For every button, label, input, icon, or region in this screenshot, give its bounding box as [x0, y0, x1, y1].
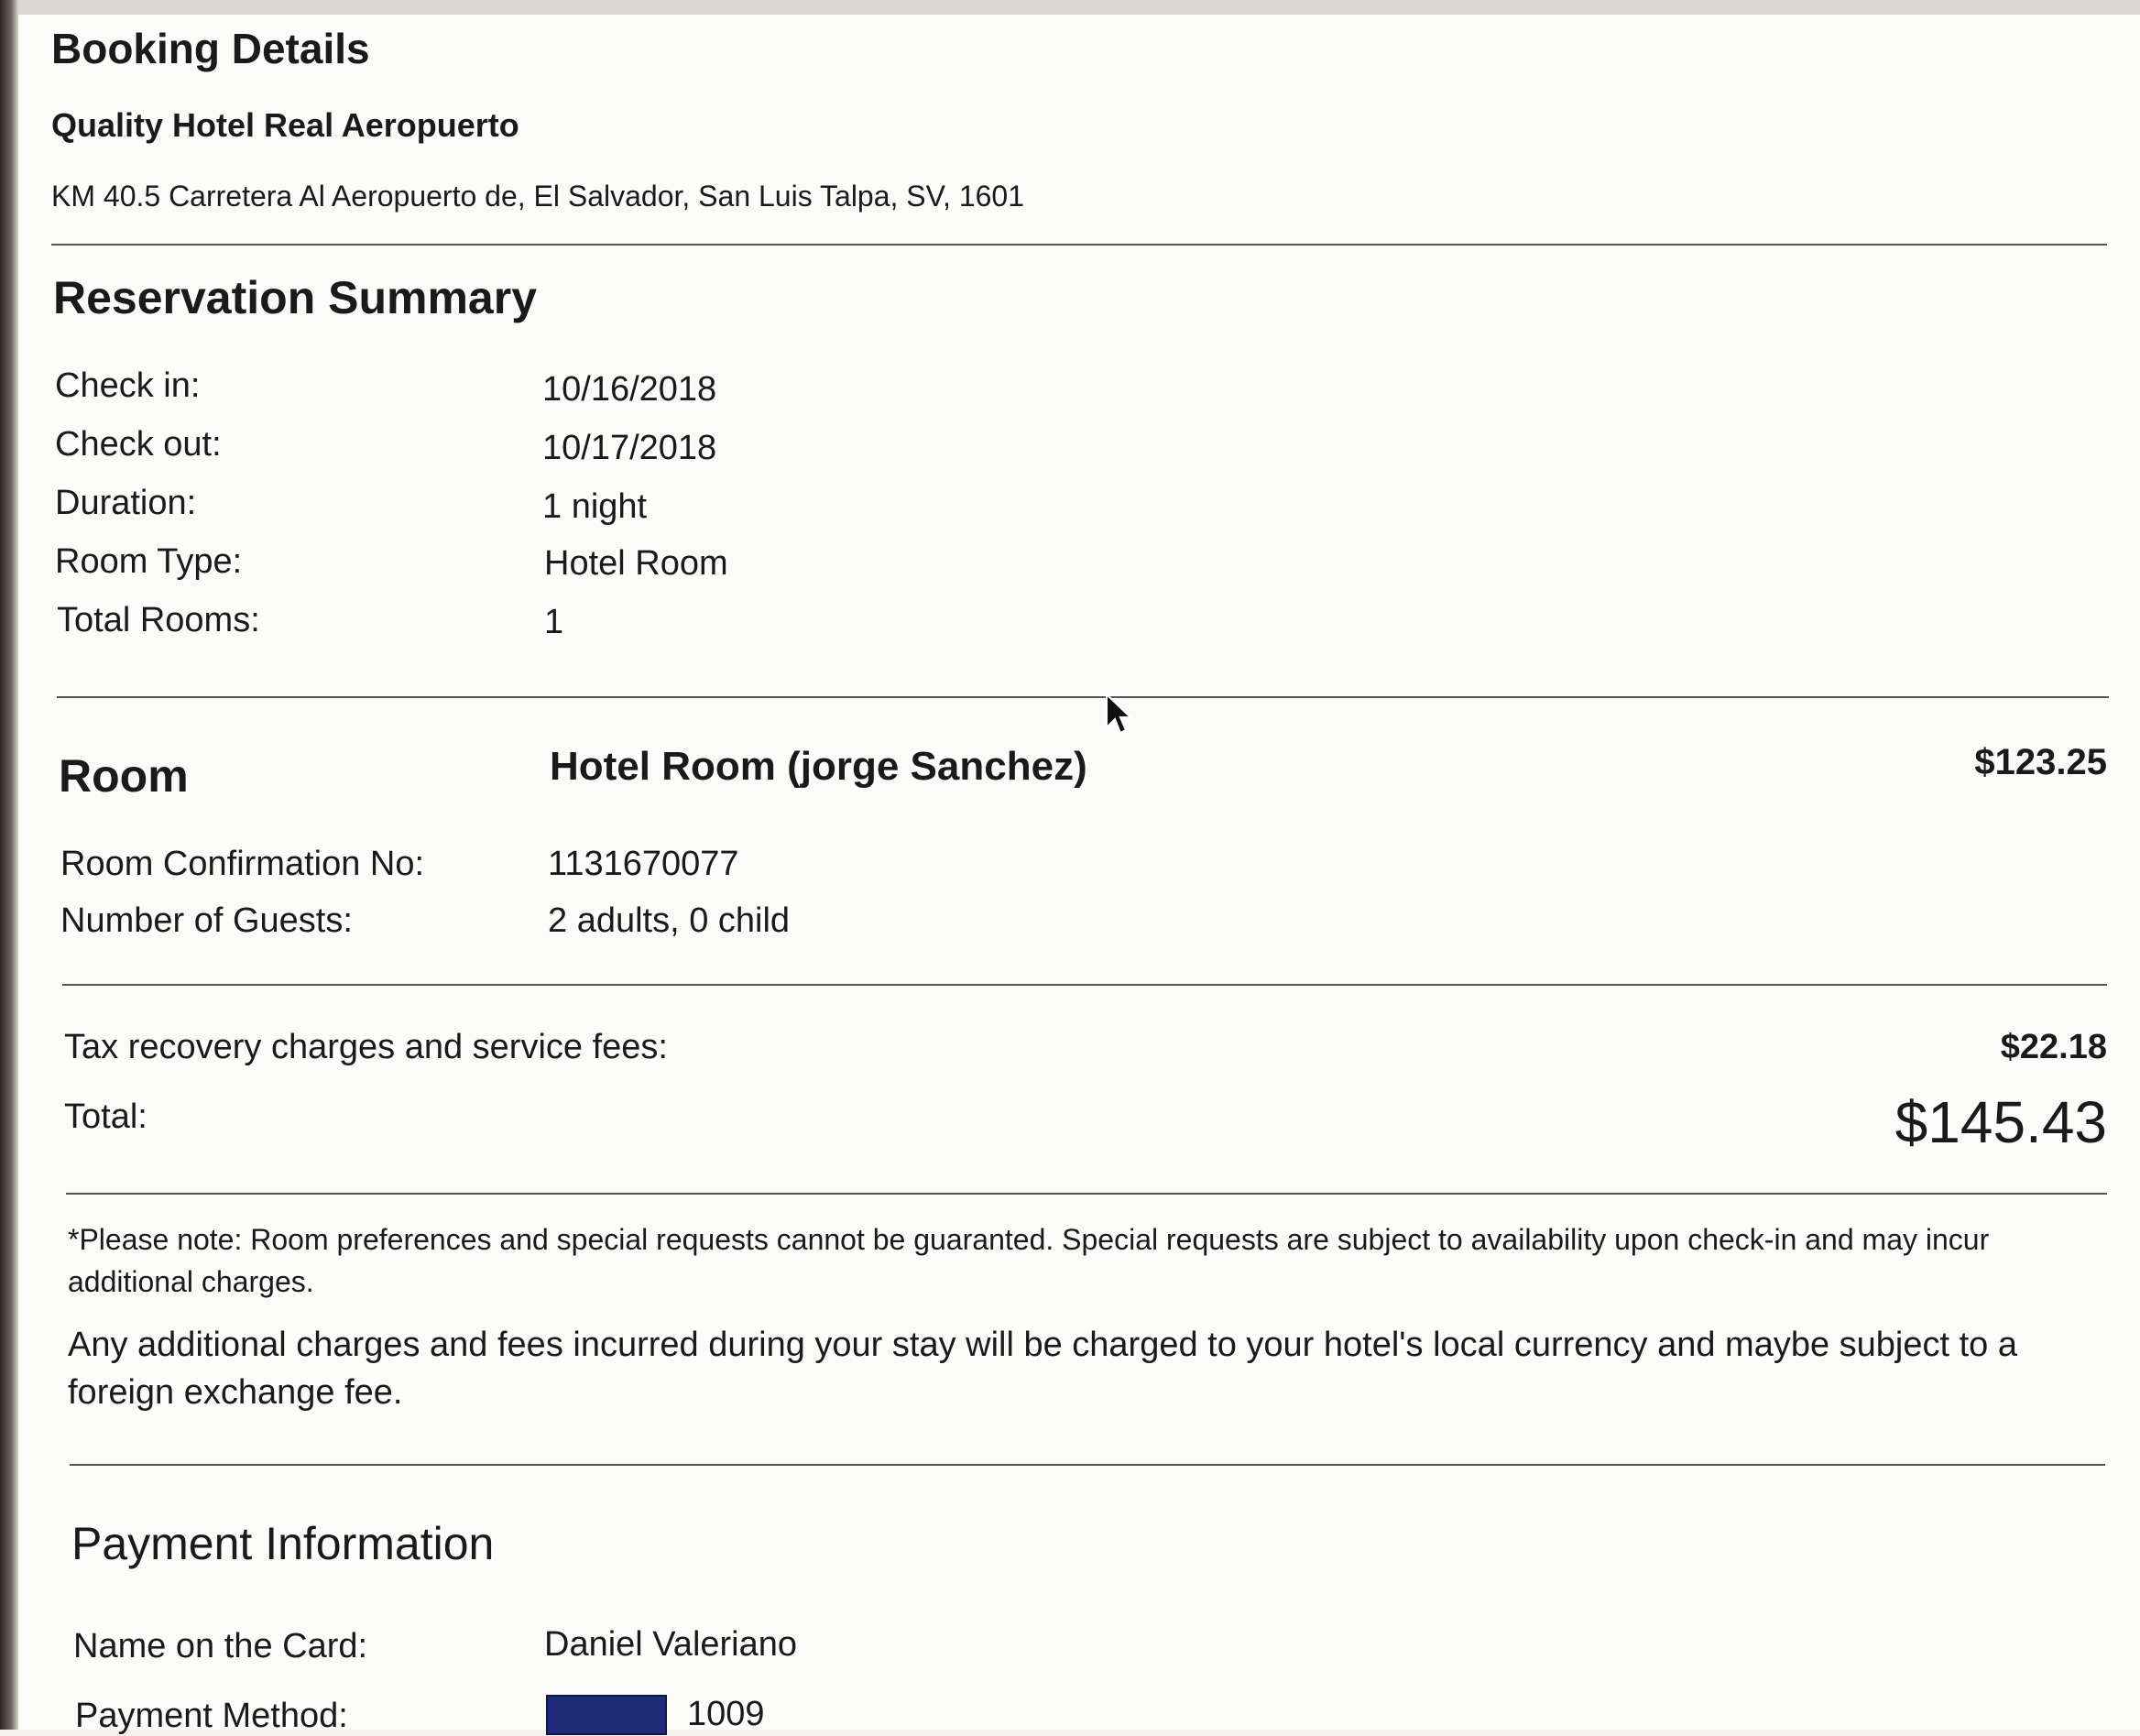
guests-label: Number of Guests:	[60, 901, 353, 940]
confirmation-value: 1131670077	[548, 845, 739, 883]
checkin-value: 10/16/2018	[542, 370, 717, 409]
credit-card-icon	[546, 1695, 667, 1735]
mouse-cursor-icon	[1105, 693, 1132, 737]
name-on-card-value: Daniel Valeriano	[544, 1625, 798, 1664]
checkin-label: Check in:	[55, 366, 201, 405]
room-type-value: Hotel Room	[544, 544, 728, 583]
duration-value: 1 night	[542, 487, 648, 526]
reservation-summary-heading: Reservation Summary	[53, 272, 538, 323]
duration-label: Duration:	[55, 484, 197, 522]
guests-value: 2 adults, 0 child	[548, 901, 791, 940]
checkout-label: Check out:	[55, 425, 222, 464]
tax-fees-label: Tax recovery charges and service fees:	[64, 1028, 668, 1066]
total-rooms-value: 1	[544, 603, 564, 641]
room-type-label: Room Type:	[55, 542, 243, 581]
payment-information-heading: Payment Information	[71, 1518, 495, 1569]
divider	[62, 984, 2107, 986]
total-value: $145.43	[1894, 1089, 2107, 1155]
room-price: $123.25	[1974, 742, 2107, 782]
photo-left-edge	[0, 0, 18, 1730]
booking-details-heading: Booking Details	[51, 25, 370, 72]
room-heading: Room	[59, 750, 189, 802]
hotel-name: Quality Hotel Real Aeropuerto	[51, 106, 519, 144]
total-label: Total:	[64, 1097, 147, 1136]
divider	[57, 696, 2109, 698]
special-requests-note: *Please note: Room preferences and special requests cannot be guaranted. Special requests are subject to availability upon check-in and may incur additional charges.	[68, 1223, 1990, 1298]
confirmation-label: Room Confirmation No:	[60, 845, 425, 883]
tax-fees-value: $22.18	[2000, 1028, 2107, 1066]
checkout-value: 10/17/2018	[542, 429, 717, 467]
total-rooms-label: Total Rooms:	[57, 601, 260, 639]
name-on-card-label: Name on the Card:	[73, 1627, 368, 1665]
divider	[66, 1193, 2107, 1195]
hotel-address: KM 40.5 Carretera Al Aeropuerto de, El Salvador, San Luis Talpa, SV, 1601	[51, 180, 1025, 213]
room-name: Hotel Room (jorge Sanchez)	[550, 744, 1087, 789]
foreign-exchange-note: Any additional charges and fees incurred during your stay will be charged to your hotel's local currency and maybe subject to a foreign exchange fee.	[68, 1326, 2017, 1412]
payment-method-label: Payment Method:	[75, 1697, 348, 1735]
card-last4: 1009	[687, 1695, 765, 1733]
divider	[51, 244, 2107, 246]
divider	[70, 1464, 2105, 1466]
